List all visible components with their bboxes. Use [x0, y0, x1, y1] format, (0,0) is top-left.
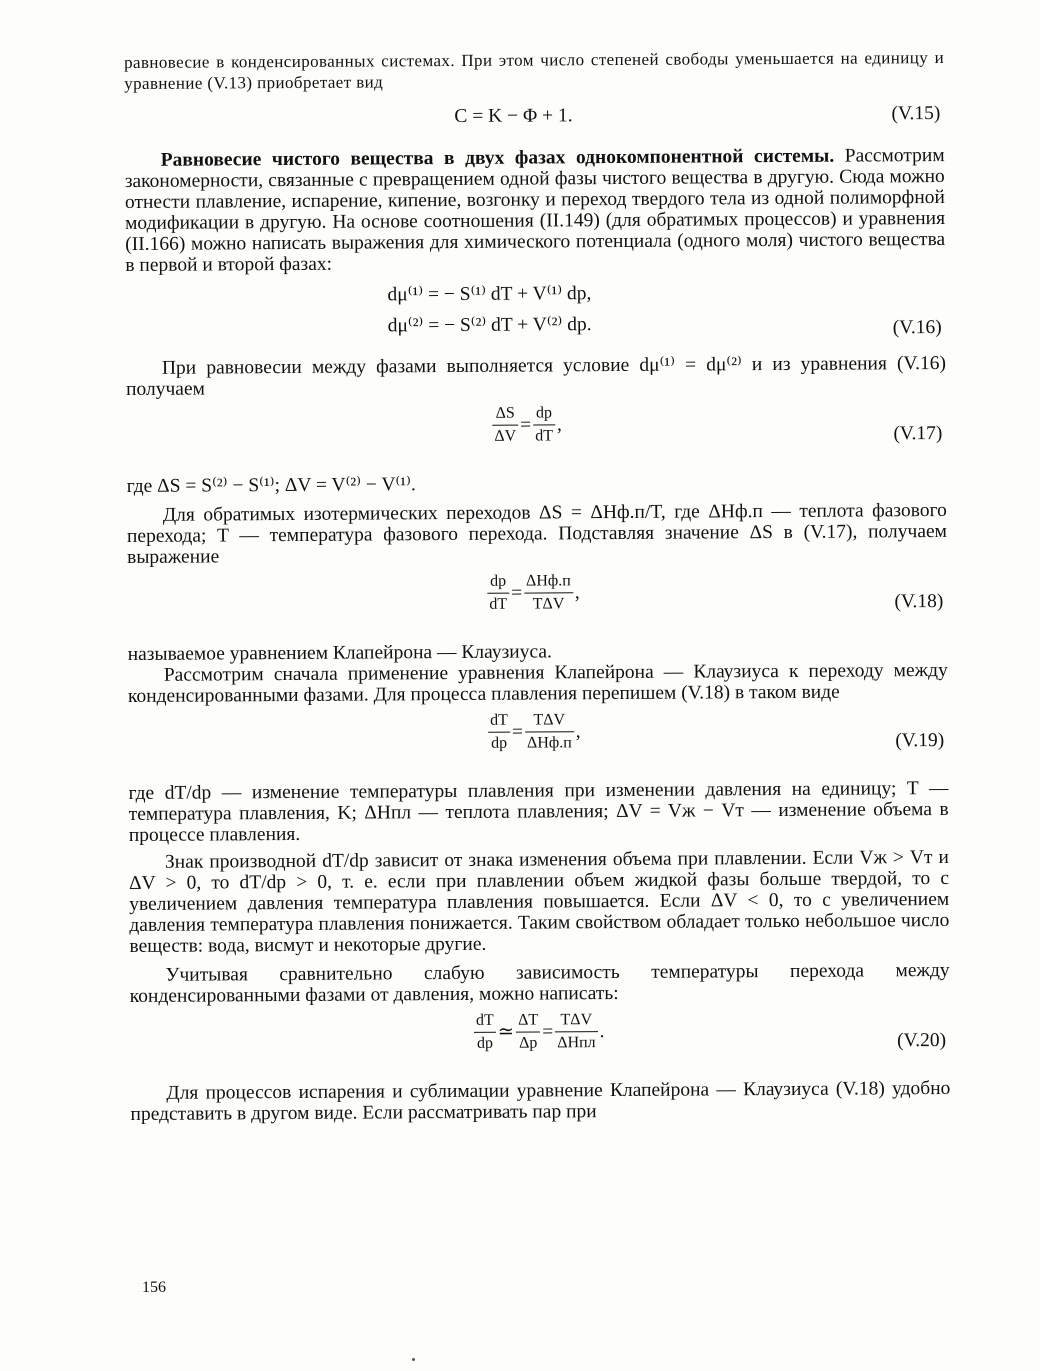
- denominator: ΔHф.п: [526, 734, 572, 752]
- equation-number: (V.15): [891, 103, 941, 125]
- equation-v15: [124, 95, 944, 144]
- equation-body: [487, 571, 582, 615]
- equation-number: (V.16): [892, 317, 942, 339]
- equation-v18: [127, 569, 947, 638]
- paragraph-definitions: где ΔS = S⁽²⁾ − S⁽¹⁾; ΔV = V⁽²⁾ − V⁽¹⁾.: [126, 474, 416, 497]
- numerator: ΔT: [516, 1010, 540, 1032]
- paragraph-clapeyron: называемое уравнением Клапейрона — Клаузиуса.: [127, 641, 552, 665]
- section-heading: Равновесие чистого вещества в двух фазах однокомпонентной системы.: [160, 145, 835, 171]
- equation-punctuation: ,: [574, 582, 580, 604]
- numerator: dT: [488, 711, 510, 733]
- equation-v16: [125, 277, 945, 352]
- fraction-left: [492, 404, 518, 447]
- numerator: dp: [487, 572, 509, 594]
- fraction-right: [533, 403, 555, 446]
- denominator: dT: [489, 595, 508, 613]
- equation-number: (V.17): [893, 423, 943, 445]
- equation-body: [488, 710, 583, 754]
- numerator: dp: [533, 403, 555, 425]
- equation-line-2: dμ⁽²⁾ = − S⁽²⁾ dT + V⁽²⁾ dp.: [387, 314, 592, 337]
- denominator: dp: [476, 1034, 494, 1052]
- equation-body: [492, 403, 564, 446]
- fraction-left: [488, 711, 510, 754]
- scan-speck: [412, 1358, 415, 1361]
- equation-v20: [130, 1008, 950, 1077]
- equation-v17: [126, 401, 946, 470]
- equation-line-1: dμ⁽¹⁾ = − S⁽¹⁾ dT + V⁽¹⁾ dp,: [387, 283, 592, 306]
- denominator: TΔV: [532, 595, 565, 613]
- equation-body: [474, 1010, 607, 1054]
- numerator: dT: [474, 1011, 496, 1033]
- paragraph-derivative-sign: Знак производной dT/dp зависит от знака изменения объема при плавлении. Если Vж > Vт и ΔV > 0, то dT/dp > 0, т. е. если при плавлении объем жидкой фазы больше твердой, то с увеличением давления температура плавления повышается. Если ΔV < 0, то с увеличением давления температура плавления понижается. Таким свойством обладает только небольшое число веществ: вода, висмут и некоторые другие.: [129, 846, 950, 957]
- equals-sign: =: [511, 582, 523, 604]
- equation-number: (V.18): [894, 591, 944, 613]
- equation-punctuation: ,: [556, 414, 562, 436]
- numerator: TΔV: [555, 1010, 598, 1032]
- fraction-2: [516, 1010, 540, 1053]
- denominator: dT: [535, 427, 554, 445]
- equation-v19: [128, 708, 948, 777]
- equation-punctuation: .: [599, 1021, 605, 1043]
- paragraph-isothermal: Для обратимых изотермических переходов ΔS = ΔHф.п/T, где ΔHф.п — теплота фазового перехода; T — температура фазового перехода. Подставляя значение ΔS в (V.17), получаем выражение: [126, 499, 948, 568]
- fraction-right: [524, 571, 573, 614]
- paragraph-intro: равновесие в конденсированных системах. При этом число степеней свободы уменьшается на единицу и уравнение (V.13) приобретает вид: [124, 47, 945, 93]
- approx-sign: ≃: [497, 1021, 515, 1043]
- fraction-left: [487, 572, 509, 615]
- denominator: ΔV: [494, 427, 517, 445]
- page-text: [124, 47, 951, 1125]
- numerator: ΔHф.п: [524, 571, 573, 593]
- equation-number: (V.20): [897, 1029, 947, 1052]
- paragraph-weak-dependence: Учитывая сравнительно слабую зависимость температуры перехода между конденсированными фазами от давления, можно написать:: [129, 959, 950, 1007]
- fraction-1: [474, 1011, 496, 1054]
- denominator: dp: [491, 734, 508, 752]
- equals-sign: =: [542, 1021, 554, 1043]
- paragraph-phase-equilibrium: [125, 145, 946, 276]
- fraction-right: [525, 710, 574, 753]
- paragraph-equilibrium-condition: При равновесии между фазами выполняется условие dμ⁽¹⁾ = dμ⁽²⁾ и из уравнения (V.16) получаем: [125, 352, 946, 400]
- fraction-3: [555, 1010, 598, 1053]
- denominator: Δp: [519, 1034, 538, 1052]
- numerator: ΔS: [492, 404, 518, 426]
- equals-sign: =: [511, 721, 524, 743]
- paragraph-evaporation: Для процессов испарения и сублимации уравнение Клапейрона — Клаузиуса (V.18) удобно представить в другом виде. Если рассматривать пар при: [130, 1077, 951, 1125]
- numerator: TΔV: [525, 710, 574, 732]
- equation-punctuation: ,: [575, 721, 581, 743]
- page-number: 156: [142, 1279, 166, 1296]
- equation-number: (V.19): [895, 730, 945, 752]
- paragraph-melting-definitions: где dT/dp — изменение температуры плавления при изменении давления на единицу; T — температура плавления, K; ΔHпл — теплота плавления; ΔV = Vж − Vт — изменение объема в процессе плавления.: [128, 777, 949, 846]
- denominator: ΔHпл: [557, 1034, 596, 1052]
- paragraph-condensed-phases: Рассмотрим сначала применение уравнения Клапейрона — Клаузиуса к переходу между конденсированными фазами. Для процесса плавления перепишем (V.18) в таком виде: [127, 659, 948, 707]
- equals-sign: =: [520, 414, 532, 436]
- paragraph-text: Рассмотрим закономерности, связанные с превращением одной фазы чистого вещества в другую. Сюда можно отнести плавление, испарение, кипение, возгонку и переход твердого тела из одной полиморфной модификации в другую. На основе соотношения (II.149) (для обратимых процессов) и уравнения (II.166) можно написать выражения для химического потенциала (одного моля) чистого вещества в первой и второй фазах:: [124, 144, 946, 276]
- equation-body: [387, 283, 591, 336]
- equation-body: C = K − Φ + 1.: [454, 105, 573, 127]
